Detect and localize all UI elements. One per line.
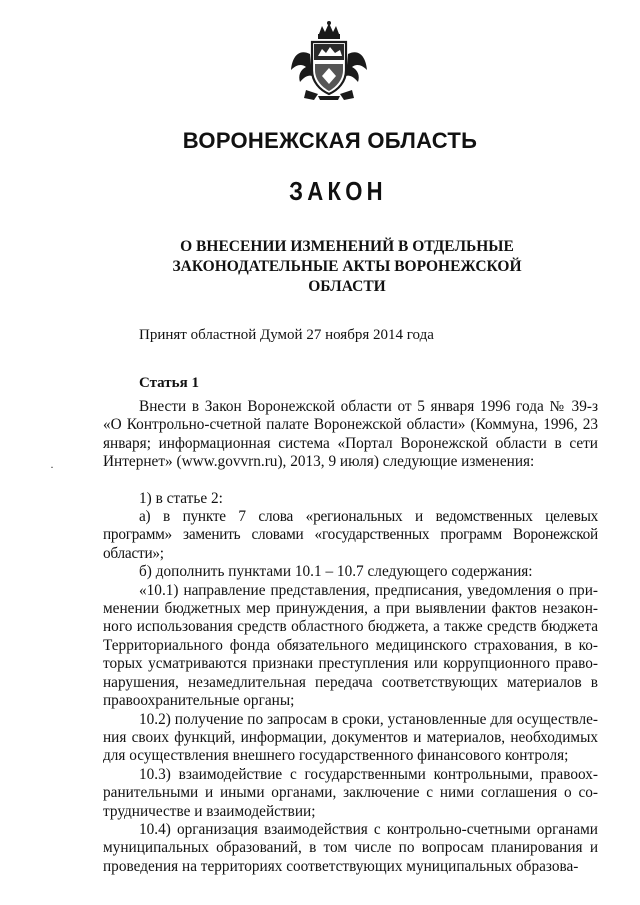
paragraph-item-1: 1) в статье 2:	[139, 489, 223, 507]
article-heading: Статья 1	[139, 375, 199, 391]
law-title: О ВНЕСЕНИИ ИЗМЕНЕНИЙ В ОТДЕЛЬНЫЕ ЗАКОНОДАТЕЛЬНЫЕ АКТЫ ВОРОНЕЖСКОЙ ОБЛАСТИ	[172, 238, 522, 295]
paragraph-10-2: 10.2) получение по запросам в сроки, установленные для осуществления своих функций, информации, документов и материалов, необходимых для осуществления внешнего государственного финансового контроля;	[103, 710, 598, 765]
paragraph-10-3: 10.3) взаимодействие с государственными контрольными, правоохранительными и иными органами, заключение с ними соглашения о сотрудничестве и взаимодействии;	[103, 765, 598, 820]
paragraph-intro: Внести в Закон Воронежской области от 5 января 1996 года № 39-з «О Контрольно-счетной палате Воронежской области» (Коммуна, 1996, 23 января; информационная система «Портал Воронежской области в сети Интернет» (www.govvrn.ru), 2013, 9 июля) следующие изменения:	[103, 398, 598, 471]
paragraph-item-1a: а) в пункте 7 слова «региональных и ведомственных целевых программ» заменить словами «государственных программ Воронежской области»;	[103, 508, 598, 562]
adoption-line: Принят областной Думой 27 ноября 2014 года	[139, 327, 434, 343]
document-type-heading: ЗАКОН	[289, 176, 387, 206]
paragraph-10-4: 10.4) организация взаимодействия с контрольно-счетными органами муниципальных образований, в том числе по вопросам планирования и проведения на территориях соответствующих муниципальных образова-	[103, 820, 598, 875]
coat-of-arms-icon	[288, 20, 370, 102]
scan-mark: ·	[50, 460, 54, 474]
article-body	[103, 398, 598, 876]
paragraph-item-1b: б) дополнить пунктами 10.1 – 10.7 следующего содержания:	[139, 563, 533, 581]
paragraph-10-1: «10.1) направление представления, предписания, уведомления о применении бюджетных мер принуждения, а при выявлении фактов незаконного использования средств областного бюджета, а также средств бюджета Территориального фонда обязательного медицинского страхования, в которых усматриваются признаки преступления или коррупционного правонарушения, незамедлительная передача соответствующих материалов в правоохранительные органы;	[103, 581, 598, 710]
region-heading: ВОРОНЕЖСКАЯ ОБЛАСТЬ	[182, 128, 478, 153]
